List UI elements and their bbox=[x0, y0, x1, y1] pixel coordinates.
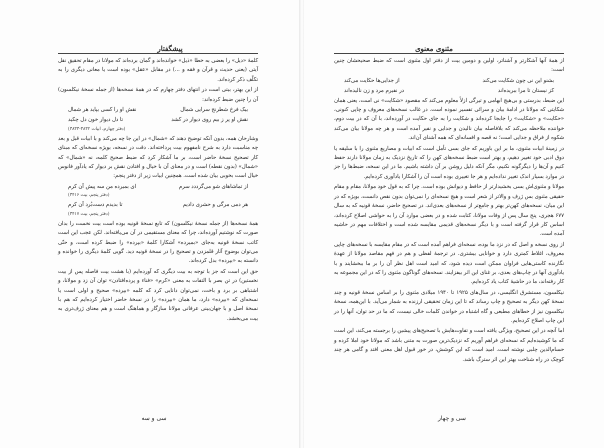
right-head-rule bbox=[334, 53, 564, 54]
left-page-number: سی و سه bbox=[141, 415, 167, 422]
paragraph: از همهٔ آنها آشکارتر و آشناتر، اولین و دومین بیت از دفتر اول مثنوی است که ضبط صحیحشان چنین است: bbox=[334, 58, 564, 74]
paragraph: مولانا و مثنوی‌اش بسی بخشیدارتر از حافظ و دیوانش بوده است. چرا که به قول خود مولانا، مقام و مقام حقیقی مثنوی بس ژرف و والاتر از شعر است و هیچ نسخه‌ای را نمی‌توان بدون نقص دانست، بویژه که در این میان، نسخه‌های کهن‌تر بهتر و جامع‌تر از نسخه‌های بعدی‌اند. در تصحیح حاضر، نسخهٔ قونیه که به سال ۶۷۷ هجری، پنج سال پس از وفات مولانا، کتابت شده و در بعضی موارد آن را به حواشی اصلاح کرده‌اند، اساس کار قرار گرفته است و با دیگر نسخه‌های قدیمی مقایسه شده است و اختلافات مهم در حاشیه آمده است. bbox=[334, 184, 564, 238]
hemistich-left: در نفیرم مرد و زن نالیده‌اند bbox=[344, 88, 404, 95]
hemistich-right: از تماشاهای شو می‌گرددد سرم bbox=[178, 183, 248, 190]
left-page bbox=[0, 0, 300, 448]
paragraph: این ضبط، بدرستی و بی‌هیچ ابهامی و تیرگی ازلاً معلوم می‌کند که مقصود «شکایت» نی است، یعنی همان شکایتی که مولانا در ادامهٔ بیان و سرائی تفسیر نموده است. در غالب نسخه‌های معروف و چاپی کنونی، «حکایت» و «شکایت» را جابجا کرده‌اند و شکایت را به جای حکایت در آورده‌اند، با آن که در بیت دوم، خواننده ملاحظه می‌کند که بلافاصله بیان نالیدن و جدایی و نفیر آمده است و هر چه مولانا بیان می‌کند شکوه از فراق و جدایی است؛ نه قصه و افسانه‌ای که همه آشنای آن‌اند. bbox=[334, 97, 564, 142]
paragraph: اما آنچه در این تصحیح، ویژگی یافته است و تفاوت‌هایش با تصحیح‌های پیشین را برجسته می‌کند، این است که ما کوشیده‌ایم که نسخه‌ای فراهم آوریم که نزدیک‌ترین صورت به متنی باشد که مولانا خود املا کرده و حسام‌الدین چلبی نوشته است. امید است که این کوشش، در خور قبول اهل معنی افتد و گامی هر چند کوچک در راه شناخت بهتر این اثر سترگ باشد. bbox=[334, 328, 564, 363]
right-page bbox=[304, 0, 604, 448]
hemistich-left: تا دل دیوار خون دل چکید bbox=[68, 117, 123, 124]
hemistich-right: نقش او پر ز بیم روی دیوار در کشد bbox=[171, 117, 248, 124]
verse-reference: (دفتر پنجم، بیت ۳۴۱۷) bbox=[68, 211, 110, 217]
paragraph: از این بهتر، بیتی است در انتهای دفتر چهارم که در همهٔ نسخه‌ها (از جمله نسخهٔ نیکلسون) آن را چنین ضبط کرده‌اند: bbox=[58, 87, 258, 103]
left-body-text bbox=[58, 57, 258, 325]
paragraph: وشارحان همه، بدون آنکه توضیح دهند که «شمال» در این جا چه می‌کند و با ابیات قبل و بعد چه مناسبت دارد به شرح نامفهوم بیت پرداخته‌اند. دقت در نسخه، بویژه نسخه‌ای که مبنای کار تصحیح نسخهٔ حاضر است، بر ما آشکار کرد که ضبط صحیح کلمه، نه «شمال» که «شمال» (بدون نقطه) است و در معنای آن با خیال و افتادن نقش بر دیوار که یادآور فانوس خیال است بخوبی بیان شده است. همچنین ابیات زیر از دفتر پنجم: bbox=[58, 135, 258, 180]
verse-couplet bbox=[58, 201, 258, 210]
right-page-number: سی و چهار bbox=[438, 415, 466, 422]
hemistich-left: از جدایی‌ها حکایت می‌کند bbox=[344, 77, 400, 84]
paragraph: حق این است که جز با توجه به بیت دیگری که آورده‌ایم (با هشت بیت فاصله پس از بیت نخستین) در تن بصر با التفات به معنی «کرم» «فناء و پرده‌افتادن» توان آن زد و مولانا، و اشتباهی بر برد و باخت، نمی‌توان دانایی کرد که کلمه «بپرده» صحیح و اولی است یا نسخه‌ای که «بپرده» دارد، ما همان «بپرده» را در نسخهٔ حاضر اختیار کرده‌ایم که هم با نسخهٔ اصل و با جهان‌بینی عرفانی مولانا سازگار و هماهنگ است و هم معنای ژرف‌تری به بیت می‌بخشد. bbox=[58, 268, 258, 322]
hemistich-right: بشنو این نی چون شکایت می‌کند bbox=[482, 77, 554, 84]
verse-reference: (دفتر چهارم، ابیات ۳۸۳۲-۳۸۳۳) bbox=[68, 126, 126, 132]
paragraph: کلمهٔ «دیل» را بعضی به خطا «ذیل» خوانده‌اند و گمان برده‌اند که مولانا در مقام تحقیق نقل آیتی (یعنی حدیث و قرآن و فقه و ...) در مقابل «عقل» بوده است یا معانی دیگری را به تکلّف ذکر کرده‌اند. bbox=[58, 58, 258, 83]
paragraph: از روی نسخه و اصل که در نزد ما بوده، نسخه‌ای فراهم آمده است که در مقام مقایسه با نسخه‌های چاپی معروف، اغلاط کمتری دارد و خوانایی بیشتری. در ترجمهٔ لفظی و هم در فهم مقاصد مولانا از عهدهٔ نگارنده کاستی‌هایی فراوان ممکن است دیده شود، که امید است اهل نظر آن را بر ما ببخشایند و با یادآوری آنها در چاپ‌های بعدی، بر غنای این اثر بیفزایند. نسخه‌های گوناگون مثنوی را که در این مجموعه به کار رفته‌اند، ما در حاشیهٔ کتاب یاد کرده‌ایم. bbox=[334, 241, 564, 286]
paragraph: نیکلسون، مستشرق انگلیسی، در سال‌های ۱۹۲۵ تا ۱۹۴۰ میلادی مثنوی را بر اساس نسخهٔ قونیه و چند نسخهٔ کهن دیگر به تصحیح و چاپ رساند که تا این زمان تحقیقی ارزنده به شمار می‌آید. با این‌همه، نسخهٔ نیکلسون نیز از خطاهای مطبعی و گاه اشتباه در خواندن کلمات خالی نیست، که ما در حد توان، آنها را در این چاپ اصلاح کرده‌ایم. bbox=[334, 289, 564, 324]
verse-couplet bbox=[334, 87, 564, 96]
hemistich-left: ای بمیرده من سه پیش آن کرم bbox=[68, 183, 136, 190]
hemistich-left: نقش او را کسی بپاید هر شمال bbox=[68, 107, 137, 114]
right-body-text bbox=[334, 57, 564, 366]
paragraph: در زمینهٔ ابیات مثنوی، ما بر این باوریم که جای بسی تأمل است که ابیات و مصاریع مثنوی را با سلیقه یا دوق ادبی خود تغییر دهیم، و بهتر است ضبط نسخه‌های کهن را که تاریخ نزدیک به زمان مولانا دارند حفظ کنیم و آن‌ها را دیگرگونه نکنیم، مگر آنکه دلیل روشن بر آن داشته باشیم. ما در این نسخه، ضبط‌ها را جز در موارد بسیار اندک تغییر نداده‌ایم و هر جا تغییری بوده است آن را آشکارا یادآوری کرده‌ایم. bbox=[334, 145, 564, 180]
verse-couplet bbox=[58, 106, 258, 115]
paragraph: همهٔ نسخه‌ها (از جمله نسخهٔ نیکلسون) که تابع نسخهٔ قونیه بوده است بیت نخست را بدان صورت که نوشتیم آورده‌اند، چرا که معنای مستقیمی در آن می‌یافته‌اند. لکن عجب این است کاتب نسخهٔ قونیه به‌جای «بمیرده» آشکارا کلمهٔ «بپرده» را ضبط کرده است، و حتّی می‌توان بوضوح آثار قلمزدن و تصحیح را در نسخهٔ قونیه دید. گویی کلمهٔ دیگری را خوانده و دانسته به «بپرده» بدل کرده‌اند. bbox=[58, 220, 258, 265]
verse-couplet bbox=[58, 183, 258, 192]
verse-couplet bbox=[334, 77, 564, 86]
hemistich-right: بیک فرخ شطرنج سرایی شمال bbox=[180, 107, 248, 114]
verse-reference: (دفتر پنجم، بیت ۳۴۱۶) bbox=[68, 193, 110, 199]
right-running-head: مثنوی معنوی bbox=[415, 44, 453, 53]
left-head-rule bbox=[58, 53, 258, 54]
hemistich-right: هر دمی مرگی و حشری دادیم bbox=[182, 202, 248, 209]
left-running-head: پیشگفتار bbox=[157, 44, 183, 53]
verse-couplet bbox=[58, 116, 258, 125]
hemistich-right: کز نیستان تا مرا ببریده‌اند bbox=[497, 88, 554, 95]
hemistich-left: تا بدیدم دست‌بُرد آن کرم bbox=[68, 202, 123, 209]
